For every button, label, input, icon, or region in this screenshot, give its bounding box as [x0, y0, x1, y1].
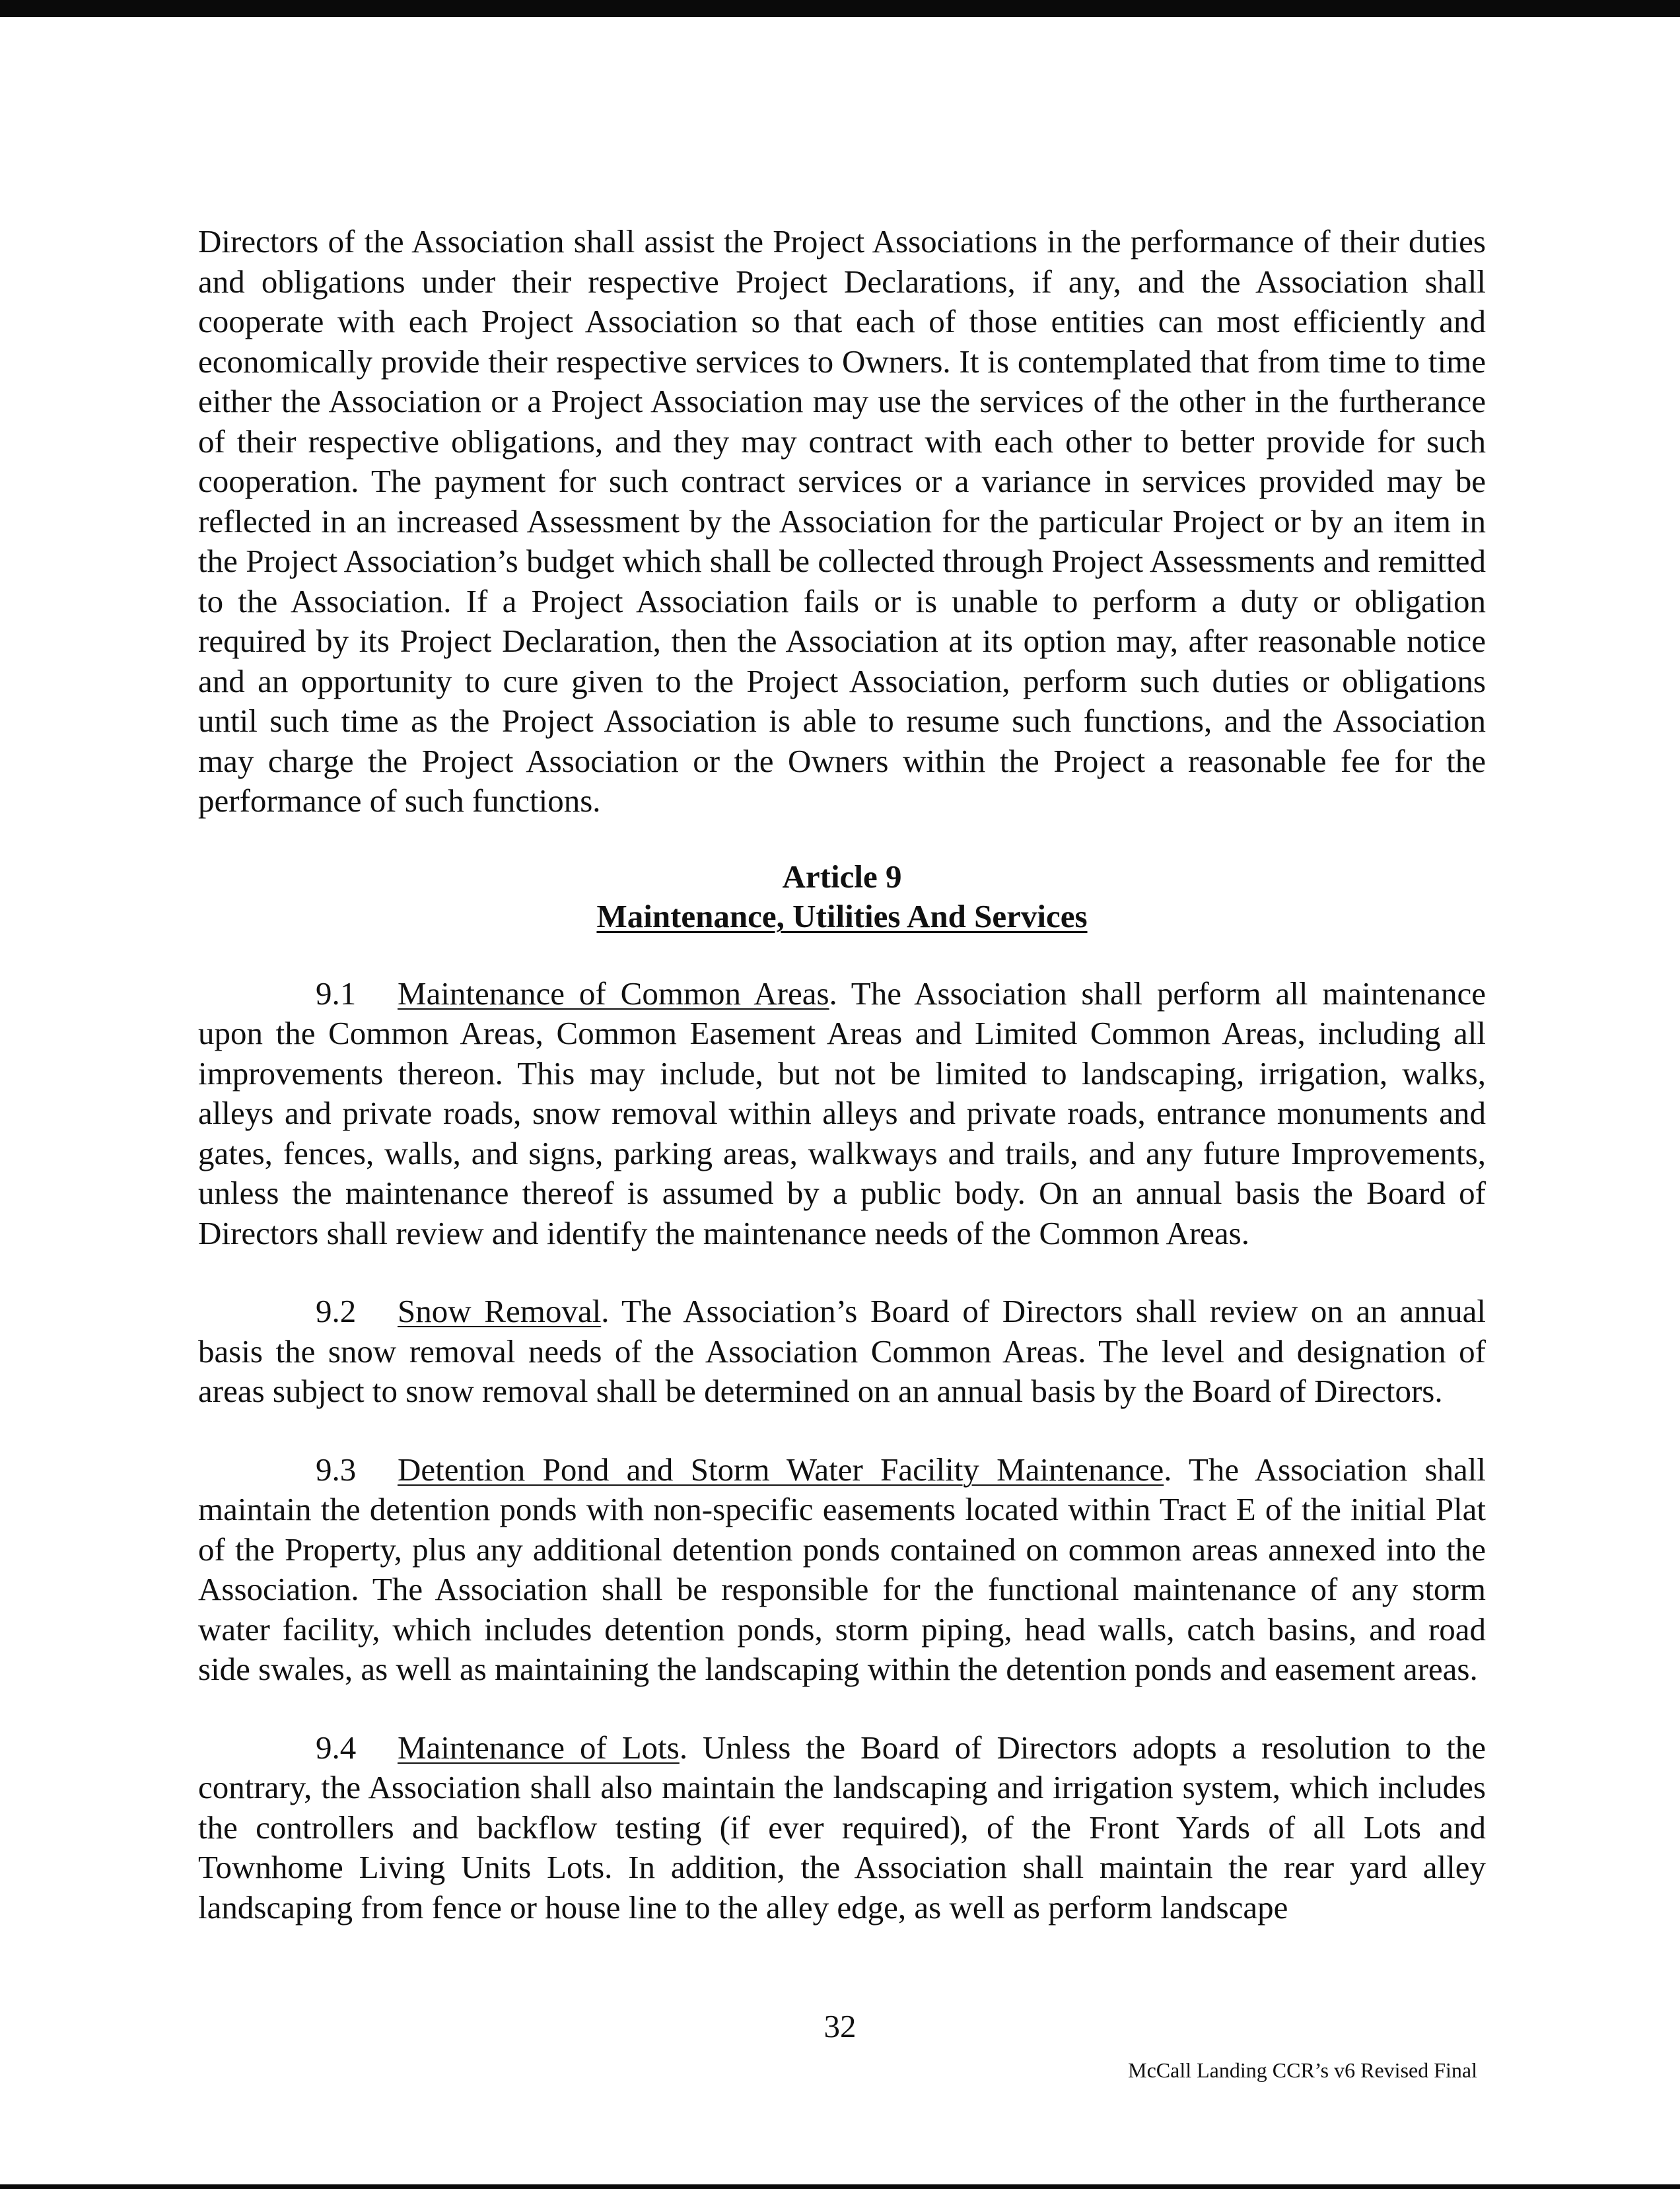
article-heading	[198, 857, 1486, 937]
section-9-3	[198, 1450, 1486, 1690]
section-9-1	[198, 974, 1486, 1254]
section-title: Maintenance of Lots	[398, 1729, 680, 1766]
section-title: Maintenance of Common Areas	[398, 975, 829, 1012]
section-number: 9.4	[316, 1729, 357, 1766]
document-body	[198, 222, 1486, 1966]
section-title: Snow Removal	[398, 1293, 602, 1329]
scan-top-border	[0, 0, 1680, 17]
article-number: Article 9	[782, 858, 902, 895]
scan-bottom-border	[0, 2184, 1680, 2189]
section-9-4	[198, 1728, 1486, 1928]
section-text: . The Association shall maintain the detention ponds with non-specific easements located within Tract E of the initial Plat of the Property, plus any additional detention ponds contained on common areas annexed into the Association. The Association shall be responsible for the functional maintenance of any storm water facility, which includes detention ponds, storm piping, head walls, catch basins, and road side swales, as well as maintaining the landscaping within the detention ponds and easement areas.	[198, 1451, 1487, 1687]
section-9-2	[198, 1292, 1486, 1412]
section-number: 9.1	[316, 975, 357, 1012]
footer-document-version: McCall Landing CCR’s v6 Revised Final	[1128, 2058, 1477, 2082]
section-text: . The Association’s Board of Directors shall review on an annual basis the snow removal needs of the Association Common Areas. The level and designation of areas subject to snow removal shall be determined on an annual basis by the Board of Directors.	[198, 1293, 1486, 1409]
page-number: 32	[823, 2008, 857, 2044]
intro-paragraph: Directors of the Association shall assist the Project Associations in the performance of their duties and obligations under their respective Project Declarations, if any, and the Association shall cooperate with each Project Association so that each of those entities can most efficiently and economically provide their respective services to Owners. It is contemplated that from time to time either the Association or a Project Association may use the services of the other in the furtherance of their respective obligations, and they may contract with each other to better provide for such cooperation. The payment for such contract services or a variance in services provided may be reflected in an increased Assessment by the Association for the particular Project or by an item in the Project Association’s budget which shall be collected through Project Assessments and remitted to the Association. If a Project Association fails or is unable to perform a duty or obligation required by its Project Declaration, then the Association at its option may, after reasonable notice and an opportunity to cure given to the Project Association, perform such duties or obligations until such time as the Project Association is able to resume such functions, and the Association may charge the Project Association or the Owners within the Project a reasonable fee for the performance of such functions.	[198, 223, 1486, 819]
section-number: 9.3	[316, 1451, 357, 1488]
section-title: Detention Pond and Storm Water Facility Maintenance	[398, 1451, 1164, 1488]
section-text: . The Association shall perform all maintenance upon the Common Areas, Common Easement Areas and Limited Common Areas, including all improvements thereon. This may include, but not be limited to landscaping, irrigation, walks, alleys and private roads, snow removal within alleys and private roads, entrance monuments and gates, fences, walls, and signs, parking areas, walkways and trails, and any future Improvements, unless the maintenance thereof is assumed by a public body. On an annual basis the Board of Directors shall review and identify the maintenance needs of the Common Areas.	[198, 975, 1486, 1251]
section-number: 9.2	[316, 1293, 357, 1329]
article-title: Maintenance, Utilities And Services	[596, 898, 1088, 934]
section-text: . Unless the Board of Directors adopts a resolution to the contrary, the Association shall also maintain the landscaping and irrigation system, which includes the controllers and backflow testing (if ever required), of the Front Yards of all Lots and Townhome Living Units Lots. In addition, the Association shall maintain the rear yard alley landscaping from fence or house line to the alley edge, as well as perform landscape	[198, 1729, 1486, 1926]
